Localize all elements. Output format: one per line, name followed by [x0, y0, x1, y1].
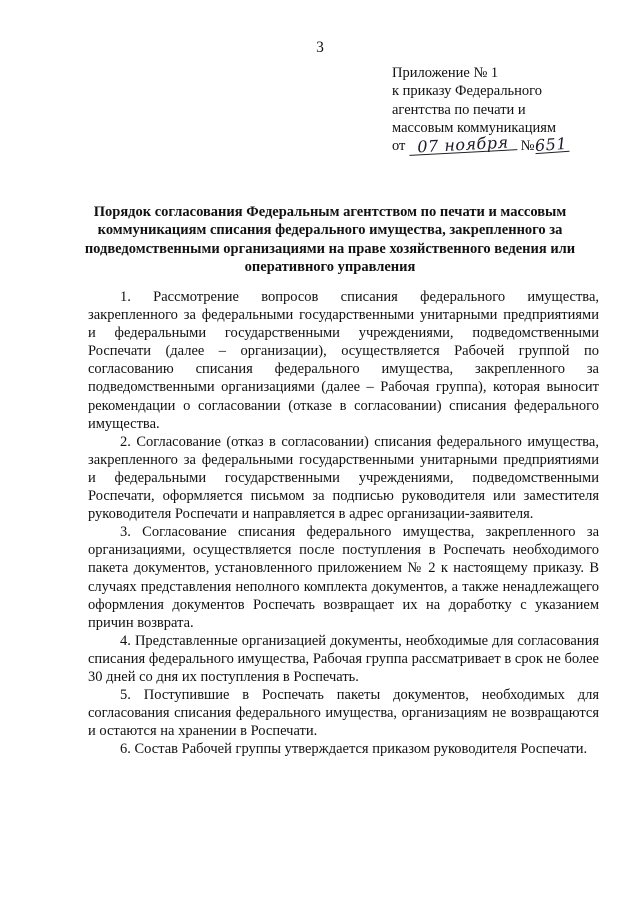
page-number: 3	[316, 39, 324, 56]
appendix-date-line	[392, 132, 632, 157]
date-prefix: от	[392, 138, 406, 155]
appendix-order-line: к приказу Федерального	[392, 83, 543, 100]
paragraph-4: 4. Представленные организацией документы, необходимые для согласования списания федерального имущества, Рабочая группа рассматривает в срок не более 30 дней со дня их поступления в Роспечать.	[88, 632, 599, 685]
appendix-title: Приложение № 1	[392, 65, 499, 81]
document-title: Порядок согласования Федеральным агентством по печати и массовым коммуникациям списания федерального имущества, закрепленного за подведомственными организациями на праве хозяйственного ведения или оперативного управления	[84, 204, 576, 276]
paragraph-1: 1. Рассмотрение вопросов списания федерального имущества, закрепленного за федеральными государственными унитарными предприятиями и федеральными государственными учреждениями, подведомственными Роспечати (далее – организации), осуществляется Рабочей группой по согласованию списания федерального имущества, закрепленного за подведомственными организациями (далее – Рабочая группа), которая выносит рекомендации о согласовании (отказе в согласовании) списания федерального имущества.	[88, 289, 599, 432]
paragraph-3: 3. Согласование списания федерального имущества, закрепленного за организациями, осуществляется после поступления в Роспечать необходимого пакета документов, установленного приложением № 2 к настоящему приказу. В случаях представления неполного комплекта документов, а также ненадлежащего оформления документов Роспечать возвращает их на доработку с указанием причин возврата.	[88, 524, 599, 631]
paragraph-2: 2. Согласование (отказ в согласовании) списания федерального имущества, закрепленного за федеральными государственными унитарными предприятиями и федеральными государственными учреждениями, подведомственными Роспечати, оформляется письмом за подписью руководителя или заместителя руководителя Роспечати и направляется в адрес организации-заявителя.	[88, 433, 599, 523]
appendix-agency-line: агентства по печати и	[392, 101, 526, 118]
number-prefix: №	[520, 138, 535, 155]
document-body	[88, 288, 599, 758]
appendix-header	[392, 64, 632, 155]
appendix-communications-line: массовым коммуникациям	[392, 119, 557, 136]
handwritten-date: 07 ноября	[409, 134, 518, 156]
paragraph-5: 5. Поступившие в Роспечать пакеты документов, необходимых для согласования списания федерального имущества, организациям не возвращаются и остаются на хранении в Роспечати.	[88, 687, 599, 740]
paragraph-6: 6. Состав Рабочей группы утверждается приказом руководителя Роспечати.	[120, 741, 588, 758]
handwritten-number: 651	[533, 134, 568, 156]
